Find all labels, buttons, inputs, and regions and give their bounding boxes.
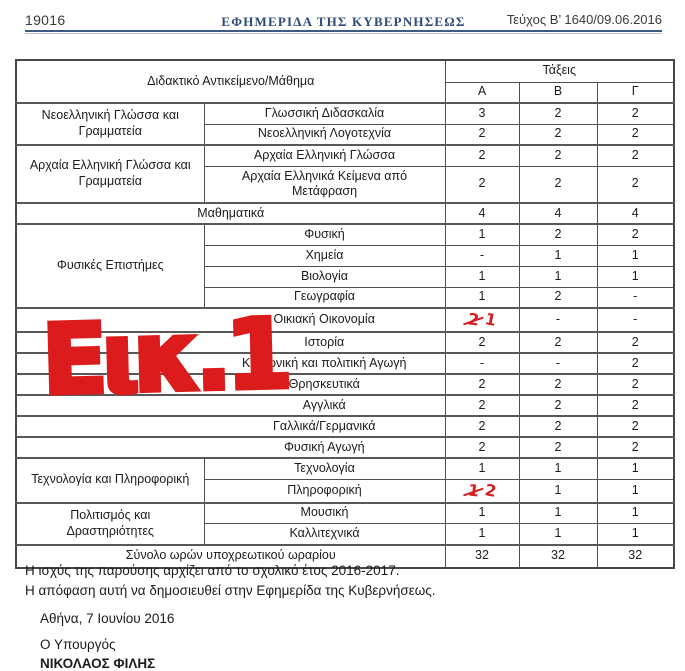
hours-b: - — [519, 353, 597, 374]
table-row — [16, 103, 674, 124]
subject-column-header: Διδακτικό Αντικείμενο/Μάθημα — [16, 60, 445, 103]
subject-cell: Οικιακή Οικονομία — [204, 308, 445, 332]
signatory-name: ΝΙΚΟΛΑΟΣ ΦΙΛΗΣ — [40, 656, 156, 671]
hours-c: 1 — [597, 524, 674, 545]
hours-a: 2 — [445, 145, 519, 166]
subject-cell: Καλλιτεχνικά — [204, 524, 445, 545]
hours-c: 1 — [597, 458, 674, 479]
group-cell: Τεχνολογία και Πληροφορική — [16, 458, 204, 503]
hours-b: 2 — [519, 437, 597, 458]
group-cell: Νεοελληνική Γλώσσα και Γραμματεία — [16, 103, 204, 145]
hours-b: 2 — [519, 416, 597, 437]
subject-cell: Χημεία — [204, 245, 445, 266]
struck-digit: 2 — [467, 309, 481, 330]
hours-a: 4 — [445, 203, 519, 224]
hours-a: 1 — [445, 224, 519, 245]
page-number: 19016 — [25, 12, 66, 28]
hours-c: 2 — [597, 224, 674, 245]
hours-b: 2 — [519, 395, 597, 416]
hours-a: 1 — [445, 458, 519, 479]
table-row — [16, 224, 674, 245]
written-digit: 1 — [482, 309, 498, 330]
group-cell — [16, 503, 204, 545]
hours-a: 2 — [445, 437, 519, 458]
hours-b: 2 — [519, 103, 597, 124]
subject-cell: Ιστορία — [204, 332, 445, 353]
gazette-title: ΕΦΗΜΕΡΙΔΑ ΤΗΣ ΚΥΒΕΡΝΗΣΕΩΣ — [221, 14, 466, 29]
total-c: 32 — [597, 545, 674, 568]
subject-cell: Γλωσσική Διδασκαλία — [204, 103, 445, 124]
table-row — [16, 416, 674, 437]
empty-group-cell — [16, 437, 204, 458]
table-row — [16, 437, 674, 458]
class-a-header: Α — [445, 82, 519, 103]
hours-c: 2 — [597, 416, 674, 437]
hours-c: 2 — [597, 124, 674, 145]
hours-c: 2 — [597, 437, 674, 458]
subject-cell: Γεωγραφία — [204, 287, 445, 308]
hours-b: 1 — [519, 479, 597, 503]
total-b: 32 — [519, 545, 597, 568]
hours-c: 4 — [597, 203, 674, 224]
hours-b: 2 — [519, 124, 597, 145]
table-row — [16, 503, 674, 524]
total-a: 32 — [445, 545, 519, 568]
hours-a: 1 — [445, 503, 519, 524]
hours-b: - — [519, 308, 597, 332]
subject-cell: Γαλλικά/Γερμανικά — [204, 416, 445, 437]
signatory-title: Ο Υπουργός — [40, 637, 116, 652]
hours-a: 1 — [445, 266, 519, 287]
hours-c: 2 — [597, 332, 674, 353]
hours-a: 2 — [445, 124, 519, 145]
handwritten-correction — [467, 479, 498, 501]
hours-b: 2 — [519, 145, 597, 166]
hours-b: 1 — [519, 245, 597, 266]
total-label: Σύνολο ωρών υποχρεωτικού ωραρίου — [16, 545, 445, 568]
subject-cell: Αγγλικά — [204, 395, 445, 416]
hours-a: - — [445, 353, 519, 374]
subject-cell: Πληροφορική — [204, 479, 445, 503]
hours-a — [445, 308, 519, 332]
subject-cell: Φυσική Αγωγή — [204, 437, 445, 458]
hours-a: - — [445, 245, 519, 266]
hours-a: 3 — [445, 103, 519, 124]
hours-a: 1 — [445, 524, 519, 545]
struck-digit: 1 — [467, 479, 481, 501]
group-cell: Φυσικές Επιστήμες — [16, 224, 204, 308]
hours-c: 2 — [597, 395, 674, 416]
hours-a: 2 — [445, 166, 519, 203]
closing-line-2: Η απόφαση αυτή να δημοσιευθεί στην Εφημερίδα της Κυβερνήσεως. — [25, 583, 436, 598]
classes-header: Τάξεις — [445, 60, 674, 82]
subject-cell: Τεχνολογία — [204, 458, 445, 479]
subject-cell: Μαθηματικά — [16, 203, 445, 224]
hours-c: 2 — [597, 166, 674, 203]
subject-cell: Θρησκευτικά — [204, 374, 445, 395]
group-cell: Αρχαία Ελληνική Γλώσσα και Γραμματεία — [16, 145, 204, 203]
subject-cell: Βιολογία — [204, 266, 445, 287]
hours-c: 2 — [597, 103, 674, 124]
handwritten-correction — [467, 309, 498, 330]
subject-text: Αρχαία Ελληνικά Κείμενα από Μετάφραση — [241, 168, 408, 199]
subject-cell: Φυσική — [204, 224, 445, 245]
hours-b: 1 — [519, 524, 597, 545]
hours-b: 4 — [519, 203, 597, 224]
figure-annotation: Εικ.1 — [40, 297, 288, 417]
hours-a: 2 — [445, 332, 519, 353]
table-row — [16, 458, 674, 479]
issue-info: Τεύχος Β’ 1640/09.06.2016 — [506, 12, 662, 27]
subject-cell — [204, 166, 445, 203]
hours-b: 2 — [519, 224, 597, 245]
hours-b: 1 — [519, 266, 597, 287]
hours-b: 2 — [519, 374, 597, 395]
hours-b: 1 — [519, 458, 597, 479]
class-c-header: Γ — [597, 82, 674, 103]
closing-line-1: Η ισχύς της παρούσης αρχίζει από το σχολικό έτος 2016-2017. — [25, 563, 400, 578]
hours-a: 2 — [445, 395, 519, 416]
hours-b: 1 — [519, 503, 597, 524]
class-b-header: Β — [519, 82, 597, 103]
table-header-row — [16, 60, 674, 82]
hours-b: 2 — [519, 166, 597, 203]
hours-c: 1 — [597, 503, 674, 524]
table-row — [16, 145, 674, 166]
subject-cell: Αρχαία Ελληνική Γλώσσα — [204, 145, 445, 166]
hours-a: 1 — [445, 287, 519, 308]
table-row — [16, 203, 674, 224]
place-date: Αθήνα, 7 Ιουνίου 2016 — [40, 611, 175, 626]
hours-c: - — [597, 287, 674, 308]
hours-c: 2 — [597, 145, 674, 166]
hours-c: 2 — [597, 353, 674, 374]
hours-a: 2 — [445, 374, 519, 395]
written-digit: 2 — [482, 479, 498, 501]
subject-cell: Μουσική — [204, 503, 445, 524]
empty-group-cell — [16, 416, 204, 437]
hours-c: 1 — [597, 245, 674, 266]
subject-cell: Νεοελληνική Λογοτεχνία — [204, 124, 445, 145]
hours-a — [445, 479, 519, 503]
hours-c: 1 — [597, 479, 674, 503]
hours-c: 1 — [597, 266, 674, 287]
hours-a: 2 — [445, 416, 519, 437]
hours-b: 2 — [519, 287, 597, 308]
subject-cell: Κοινωνική και πολιτική Αγωγή — [204, 353, 445, 374]
hours-c: - — [597, 308, 674, 332]
hours-c: 2 — [597, 374, 674, 395]
header-rule — [25, 30, 662, 34]
hours-b: 2 — [519, 332, 597, 353]
group-text: Πολιτισμός και Δραστηριότητες — [66, 507, 154, 538]
